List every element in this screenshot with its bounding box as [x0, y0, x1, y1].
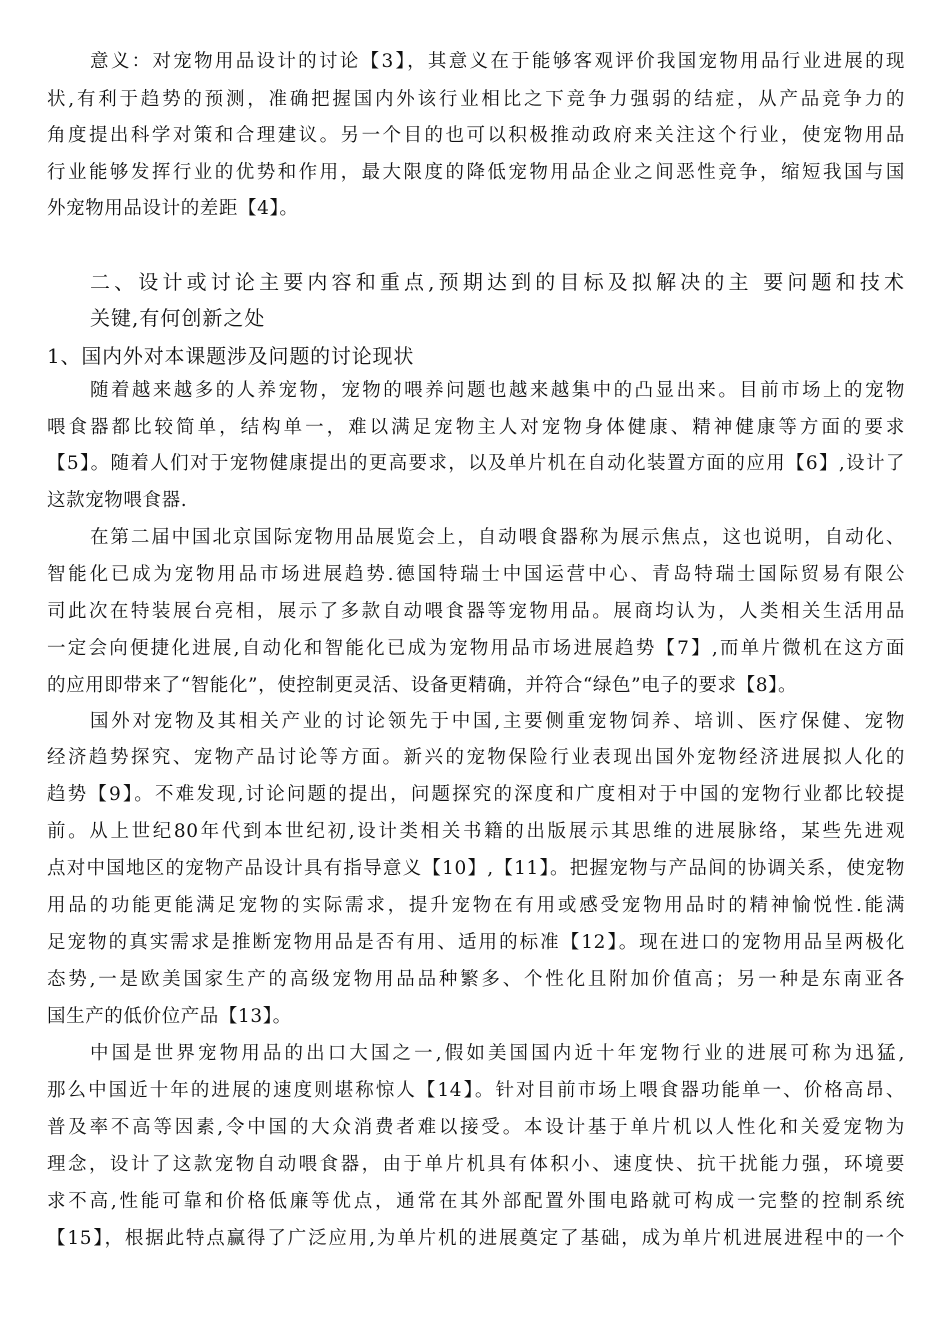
paragraph-line: 态势,一是欧美国家生产的高级宠物用品品种繁多、个性化且附加价值高；另一种是东南亚各 [47, 969, 905, 990]
paragraph-line: 【15】，根据此特点赢得了广泛应用,为单片机的进展奠定了基础，成为单片机进展进程中的一个 [47, 1228, 905, 1249]
paragraph-line: 状,有利于趋势的预测，准确把握国内外该行业相比之下竞争力强弱的结症，从产品竞争力的 [47, 89, 905, 110]
paragraph-line: 求不高,性能可靠和价格低廉等优点，通常在其外部配置外围电路就可构成一完整的控制系统 [47, 1191, 905, 1212]
paragraph-line: 理念，设计了这款宠物自动喂食器，由于单片机具有体积小、速度快、抗干扰能力强，环境要 [47, 1154, 905, 1175]
paragraph-line: 那么中国近十年的进展的速度则堪称惊人【14】。针对目前市场上喂食器功能单一、价格高昂、 [47, 1080, 905, 1101]
paragraph-line: 一定会向便捷化进展,自动化和智能化已成为宠物用品市场进展趋势【7】,而单片微机在这方面 [47, 638, 905, 659]
paragraph-line: 的应用即带来了“智能化”，使控制更灵活、设备更精确，并符合“绿色”电子的要求【8】。 [47, 675, 798, 696]
paragraph-line: 在第二届中国北京国际宠物用品展览会上，自动喂食器称为展示焦点，这也说明，自动化、 [90, 527, 905, 548]
paragraph-line: 司此次在特装展台亮相，展示了多款自动喂食器等宠物用品。展商均认为，人类相关生活用品 [47, 601, 905, 622]
paragraph-line: 这款宠物喂食器. [47, 490, 188, 511]
paragraph-line: 喂食器都比较简单，结构单一，难以满足宠物主人对宠物身体健康、精神健康等方面的要求 [47, 417, 905, 438]
paragraph-line: 角度提出科学对策和合理建议。另一个目的也可以积极推动政府来关注这个行业，使宠物用品 [47, 125, 905, 146]
paragraph-line: 国生产的低价位产品【13】。 [47, 1006, 292, 1027]
paragraph-line: 趋势【9】。不难发现,讨论问题的提出，问题探究的深度和广度相对于中国的宠物行业都比较提 [47, 784, 905, 805]
paragraph-line: 前。从上世纪80年代到本世纪初,设计类相关书籍的出版展示其思维的进展脉络，某些先进观 [47, 821, 905, 842]
paragraph-line: 智能化已成为宠物用品市场进展趋势.德国特瑞士中国运营中心、青岛特瑞士国际贸易有限公 [47, 564, 905, 585]
section-heading-continued: 关键,有何创新之处 [90, 306, 266, 330]
subsection-heading: 1、国内外对本课题涉及问题的讨论现状 [47, 344, 415, 368]
paragraph-line: 经济趋势探究、宠物产品讨论等方面。新兴的宠物保险行业表现出国外宠物经济进展拟人化的 [47, 747, 905, 768]
paragraph-line: 普及率不高等因素,令中国的大众消费者难以接受。本设计基于单片机以人性化和关爱宠物为 [47, 1117, 905, 1138]
paragraph-line: 足宠物的真实需求是推断宠物用品是否有用、适用的标准【12】。现在进口的宠物用品呈两极化 [47, 932, 905, 953]
paragraph-line: 外宠物用品设计的差距【4】。 [47, 198, 299, 219]
paragraph-line: 随着越来越多的人养宠物，宠物的喂养问题也越来越集中的凸显出来。目前市场上的宠物 [90, 380, 905, 401]
paragraph-line: 行业能够发挥行业的优势和作用，最大限度的降低宠物用品企业之间恶性竞争，缩短我国与国 [47, 162, 905, 183]
paragraph-line: 国外对宠物及其相关产业的讨论领先于中国,主要侧重宠物饲养、培训、医疗保健、宠物 [90, 711, 905, 732]
paragraph-line: 用品的功能更能满足宠物的实际需求，提升宠物在有用或感受宠物用品时的精神愉悦性.能满 [47, 895, 905, 916]
paragraph-line: 中国是世界宠物用品的出口大国之一,假如美国国内近十年宠物行业的进展可称为迅猛, [90, 1043, 905, 1064]
paragraph-line: 【5】。随着人们对于宠物健康提出的更高要求，以及单片机在自动化装置方面的应用【6】,设计了 [47, 453, 905, 474]
paragraph-line: 点对中国地区的宠物产品设计具有指导意义【10】,【11】。把握宠物与产品间的协调关系，使宠物 [47, 858, 905, 879]
section-heading: 二、设计或讨论主要内容和重点,预期达到的目标及拟解决的主 要问题和技术 [90, 270, 905, 294]
paragraph-line: 意义：对宠物用品设计的讨论【3】，其意义在于能够客观评价我国宠物用品行业进展的现 [90, 51, 905, 72]
